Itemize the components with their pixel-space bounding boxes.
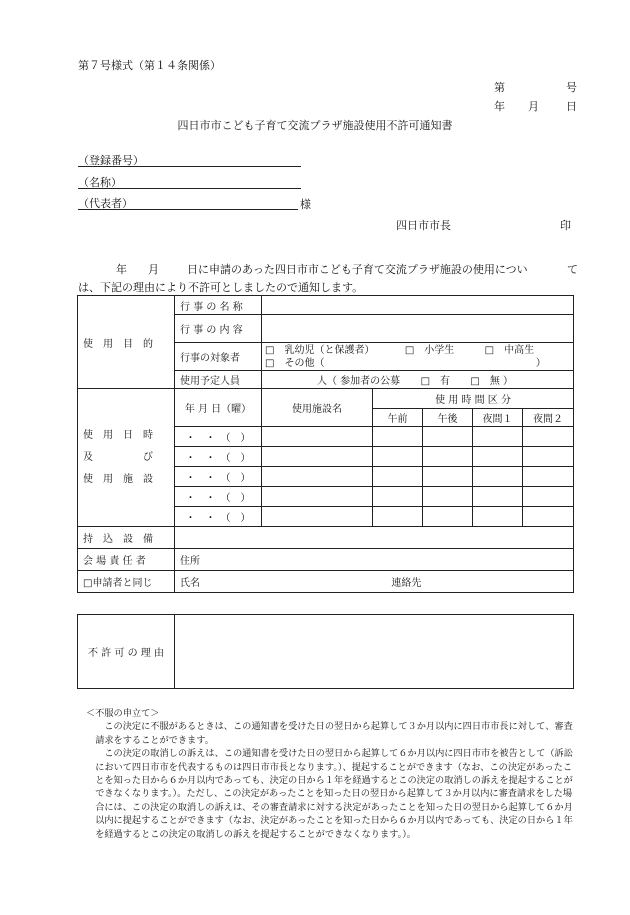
target-other-checkbox[interactable]: □ その他（	[265, 357, 325, 369]
notes-paragraph-2: この決定の取消しの訴えは、この通知書を受けた日の翌日から起算して６か月以内に四日市市を被告として（訴訟において四日市市を代表するものは四日市市長となります。）、提起することができます（なお、この決定があったことを知った日から６か月以内であっても、決定の日から１年を経過するとこの決定の取消しの訴えを提起することができなくなります。）。ただし、この決定があったことを知った日の翌日から起算して３か月以内に審査請求をした場合には、この決定の取消しの訴えは、その審査請求に対する決定があったことを知った日の翌日から起算して６か月以内に提起することができます（なお、決定があったことを知った日から６か月以内であっても、決定の日から１年を経過するとこの決定の取消しの訴えを提起することができなくなります。）。	[95, 748, 573, 840]
doc-number-label: 第	[494, 81, 505, 94]
afternoon-cell[interactable]	[423, 507, 473, 527]
body-year: 年	[116, 263, 127, 276]
issuer-name: 四日市市長	[396, 219, 451, 232]
morning-cell[interactable]	[373, 507, 423, 527]
same-as-applicant-checkbox[interactable]: □申請者と同じ	[78, 571, 175, 593]
date-cell[interactable]: ・ ・ （ ）	[175, 507, 262, 527]
target-infant-checkbox[interactable]: □ 乳幼児（と保護者）	[265, 344, 375, 356]
form-number: 第７号様式（第１４条関係）	[78, 59, 221, 72]
night2-cell[interactable]	[523, 427, 574, 447]
target-middle-high-checkbox[interactable]: □ 中高生	[484, 344, 535, 356]
name-label: （名称）	[78, 176, 122, 189]
representative-label: （代表者）	[78, 197, 133, 210]
appeal-notes	[86, 707, 578, 841]
facility-cell[interactable]	[262, 467, 373, 487]
equipment-value[interactable]	[175, 527, 574, 549]
afternoon-cell[interactable]	[423, 447, 473, 467]
night2-cell[interactable]	[523, 467, 574, 487]
facility-header: 使用施設名	[262, 389, 373, 427]
night2-cell[interactable]	[523, 447, 574, 467]
facility-cell[interactable]	[262, 447, 373, 467]
recruit-yes-checkbox[interactable]: □ 有	[420, 376, 451, 387]
planned-people-label: 使用予定人員	[175, 371, 262, 389]
purpose-label: 使 用 目 的	[78, 296, 175, 389]
date-header: 年 月 日（曜）	[175, 389, 262, 427]
manager-name-row	[175, 571, 574, 593]
night1-cell[interactable]	[473, 427, 523, 447]
reason-label: 不 許 可 の 理 由	[78, 615, 175, 689]
afternoon-cell[interactable]	[423, 487, 473, 507]
name-field	[78, 174, 301, 189]
datetime-facility-label	[78, 389, 175, 527]
morning-cell[interactable]	[373, 427, 423, 447]
honorific: 様	[300, 198, 311, 211]
morning-cell[interactable]	[373, 487, 423, 507]
facility-cell[interactable]	[262, 487, 373, 507]
recruit-label: 参加者の公募	[340, 376, 401, 387]
night1-cell[interactable]	[473, 507, 523, 527]
morning-cell[interactable]	[373, 467, 423, 487]
event-name-label: 行 事 の 名 称	[175, 296, 262, 315]
document-title: 四日市市こども子育て交流プラザ施設使用不許可通知書	[177, 119, 453, 132]
body-month: 月	[148, 263, 159, 276]
manager-label: 会 場 責 任 者	[78, 549, 175, 571]
date-cell[interactable]: ・ ・ （ ）	[175, 467, 262, 487]
event-content-label: 行 事 の 内 容	[175, 315, 262, 343]
target-other-close: ）	[535, 357, 546, 369]
reason-table	[77, 614, 574, 689]
address-label: 住所	[180, 556, 200, 567]
afternoon-cell[interactable]	[423, 427, 473, 447]
doc-number-suffix: 号	[566, 81, 577, 94]
people-close: ）	[503, 376, 514, 387]
people-unit: 人（	[317, 376, 337, 387]
seal-mark: 印	[560, 219, 571, 232]
datetime-label-line-1: 使 用 日 時	[83, 429, 153, 441]
person-name-label: 氏名	[180, 578, 200, 589]
morning-cell[interactable]	[373, 447, 423, 467]
night2-cell[interactable]	[523, 487, 574, 507]
facility-cell[interactable]	[262, 507, 373, 527]
night1-cell[interactable]	[473, 487, 523, 507]
facility-cell[interactable]	[262, 427, 373, 447]
date-year: 年	[494, 100, 505, 113]
recruit-no-checkbox[interactable]: □ 無	[470, 376, 500, 387]
night1-cell[interactable]	[473, 447, 523, 467]
equipment-label: 持 込 設 備	[78, 527, 175, 549]
date-cell[interactable]: ・ ・ （ ）	[175, 487, 262, 507]
representative-field	[78, 195, 298, 210]
manager-address-row	[175, 549, 574, 571]
afternoon-cell[interactable]	[423, 467, 473, 487]
event-target-label: 行事の対象者	[175, 343, 262, 371]
date-cell[interactable]: ・ ・ （ ）	[175, 447, 262, 467]
datetime-label-line-3: 使 用 施 設	[83, 473, 153, 485]
time-col-night1: 夜間１	[473, 409, 523, 427]
event-target-options	[262, 343, 574, 371]
datetime-label-line-2: 及 び	[83, 451, 153, 463]
date-cell[interactable]: ・ ・ （ ）	[175, 427, 262, 447]
night1-cell[interactable]	[473, 467, 523, 487]
target-elementary-checkbox[interactable]: □ 小学生	[404, 344, 455, 356]
notes-heading: ＜不服の申立て＞	[86, 708, 160, 719]
time-col-morning: 午前	[373, 409, 423, 427]
date-day: 日	[566, 100, 577, 113]
notes-paragraph-1: この決定に不服があるときは、この通知書を受けた日の翌日から起算して３か月以内に四日市市長に対して、審査請求をすることができます。	[95, 721, 573, 746]
body-line-2: は、下記の理由により不許可としましたので通知します。	[78, 281, 364, 294]
registration-number-label: （登録番号）	[78, 154, 144, 167]
application-table	[77, 295, 574, 593]
time-col-afternoon: 午後	[423, 409, 473, 427]
event-content-value[interactable]	[262, 315, 574, 343]
contact-label: 連絡先	[391, 578, 422, 589]
event-name-value[interactable]	[262, 296, 574, 315]
registration-number-field	[78, 152, 301, 167]
body-line-1-end: て	[567, 263, 578, 276]
body-line-1: 日に申請のあった四日市市こども子育て交流プラザ施設の使用につい	[187, 263, 528, 276]
time-col-night2: 夜間２	[523, 409, 574, 427]
planned-people-row	[262, 371, 574, 389]
night2-cell[interactable]	[523, 507, 574, 527]
time-header: 使 用 時 間 区 分	[373, 389, 574, 409]
reason-value[interactable]	[175, 615, 574, 689]
date-month: 月	[528, 100, 539, 113]
